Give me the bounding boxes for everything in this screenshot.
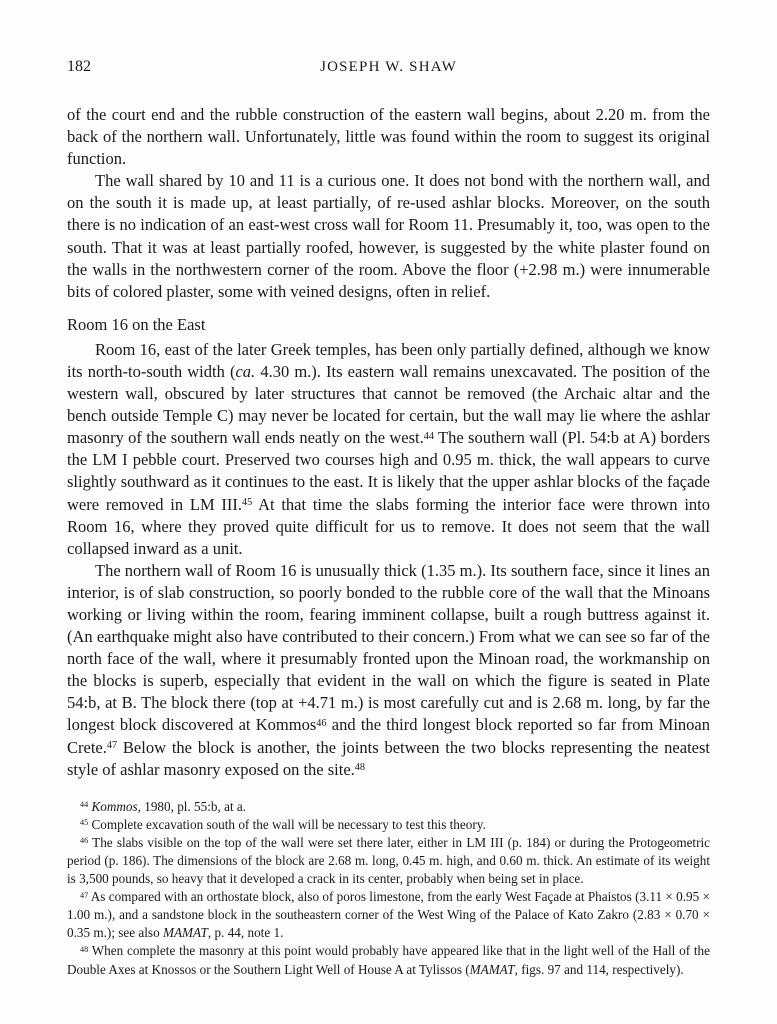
- footnote-44: $^{44}$ Kommos, 1980, pl. 55:b, at a.: [80, 798, 247, 814]
- footnote-46: $^{46}$ The slabs visible on the top of the wall were set there later, either in LM III (p. 184) or during the Protogeometric period (p. 186). The dimensions of the block are 2.68 m. long, 0.45 m. high, and 0.60 m. thick. An estimate of its weight is 3,500 pounds, so heavy that it developed a crack in its center, probably when being set in place.: [67, 834, 710, 887]
- body-paragraph-1: of the court end and the rubble construction of the eastern wall begins, about 2.20 m. from the back of the northern wall. Unfortunately, little was found within the room to suggest its original function.: [67, 105, 710, 169]
- page-number: 182: [67, 58, 91, 75]
- body-paragraph-3: Room 16, east of the later Greek temples, has been only partially defined, although we know its north-to-south width (ca. 4.30 m.). Its eastern wall remains unexcavated. The position of the western wall, obscured by later structures that cannot be removed (the Archaic altar and the bench outside Temple C) may never be located for certain, but the wall may lie where the ashlar masonry of the southern wall ends neatly on the west.$^{44}$ The southern wall (Pl. 54:b at A) borders the LM I pebble court. Preserved two courses high and 0.95 m. thick, the wall appears to curve slightly southward as it continues to the east. It is likely that the upper ashlar blocks of the façade were removed in LM III.$^{45}$ At that time the slabs forming the interior face were thrown into Room 16, where they proved quite difficult for us to remove. It does not seem that the wall collapsed inward as a unit.: [67, 339, 710, 558]
- footnote-47: $^{47}$ As compared with an orthostate block, also of poros limestone, from the early West Façade at Phaistos (3.11 × 0.95 × 1.00 m.), and a sandstone block in the southeastern corner of the West Wing of the Palace of Kato Zakro (2.83 × 0.70 × 0.35 m.); see also MAMAT, p. 44, note 1.: [67, 889, 710, 941]
- body-paragraph-4: The northern wall of Room 16 is unusually thick (1.35 m.). Its southern face, since it lines an interior, is of slab construction, so poorly bonded to the rubble core of the wall that the Minoans working or living within the room, fearing imminent collapse, built a rough buttress against it. (An earthquake might also have contributed to their concern.) From what we can see so far of the north face of the wall, where it presumably fronted upon the Minoan road, the workmanship on the blocks is superb, especially that evident in the wall on which the figure is seated in Plate 54:b, at B. The block there (top at +4.71 m.) is most carefully cut and is 2.68 m. long, by far the longest block discovered at Kommos$^{46}$ and the third longest block reported so far from Minoan Crete.$^{47}$ Below the block is another, the joints between the two blocks representing the neatest style of ashlar masonry exposed on the site.$^{48}$: [67, 560, 710, 779]
- footnotes-section: [67, 798, 710, 979]
- article-body: [67, 104, 710, 781]
- page-header: [67, 58, 710, 80]
- footnote-48: $^{48}$ When complete the masonry at this point would probably have appeared like that in the light well of the Hall of the Double Axes at Knossos or the Southern Light Well of House A at Tylissos (MAMAT, figs. 97 and 114, respectively).: [67, 943, 710, 977]
- section-heading: Room 16 on the East: [67, 314, 206, 334]
- footnote-45: $^{45}$ Complete excavation south of the wall will be necessary to test this theory.: [80, 816, 486, 832]
- body-paragraph-2: The wall shared by 10 and 11 is a curious one. It does not bond with the northern wall, and on the south it is made up, at least partially, of re-used ashlar blocks. Moreover, on the south there is no indication of an east-west cross wall for Room 11. Presumably it, too, was open to the south. That it was at least partially roofed, however, is suggested by the white plaster found on the walls in the northwestern corner of the room. Above the floor (+2.98 m.) were innumerable bits of colored plaster, some with veined designs, often in relief.: [67, 171, 710, 301]
- running-head: JOSEPH W. SHAW: [320, 59, 457, 75]
